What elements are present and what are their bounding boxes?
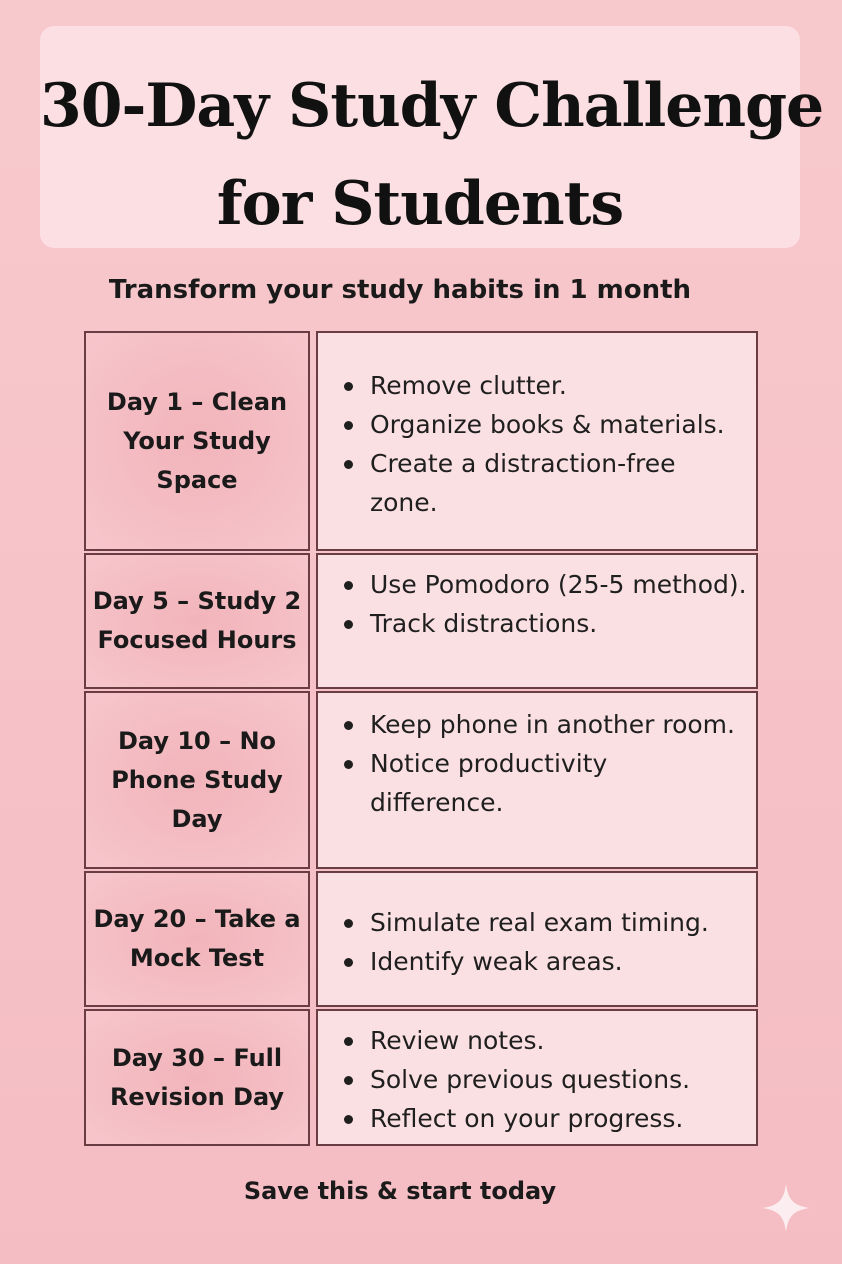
day-label-line: Focused Hours (97, 626, 297, 654)
task-item: Organize books & materials. (342, 405, 748, 444)
task-list-cell (316, 691, 758, 869)
task-item: Keep phone in another room. (342, 705, 748, 744)
task-item: Track distractions. (342, 604, 748, 643)
day-label-cell (84, 331, 310, 551)
page-title-line-1: 30-Day Study Challenge (40, 71, 824, 141)
day-label-cell (84, 553, 310, 689)
task-item: Identify weak areas. (342, 942, 748, 981)
day-label-line: Phone Study (111, 765, 283, 794)
task-item: Use Pomodoro (25-5 method). (342, 565, 748, 604)
day-label-line: Revision Day (109, 1082, 285, 1111)
day-label-line: Mock Test (129, 944, 265, 972)
day-label-cell (84, 1009, 310, 1146)
title-box (40, 26, 824, 248)
day-label-line: Day 30 – Full (111, 1043, 283, 1072)
day-label-cell (84, 871, 310, 1007)
task-item: Create a distraction-free zone. (342, 444, 748, 522)
task-item: Remove clutter. (342, 366, 748, 405)
task-list (342, 565, 748, 643)
task-list-cell (316, 1009, 758, 1146)
day-label-line: Your Study (123, 426, 271, 455)
page-title-line-2: for Students (216, 169, 624, 239)
sparkle-icon (760, 1182, 812, 1234)
day-label-line: Day 20 – Take a (93, 905, 301, 933)
task-list-cell (316, 331, 758, 551)
table-row-day-5 (84, 553, 758, 689)
task-list (342, 903, 748, 981)
day-label-line: Day 1 – Clean (106, 387, 288, 416)
task-list (342, 1021, 748, 1138)
day-label-line: Space (156, 465, 238, 494)
task-list-cell (316, 553, 758, 689)
task-list-cell (316, 871, 758, 1007)
task-item: Notice productivity difference. (342, 744, 748, 822)
task-list (342, 366, 748, 522)
table-row-day-10 (84, 691, 758, 869)
task-item: Simulate real exam timing. (342, 903, 748, 942)
footer-call-to-action: Save this & start today (243, 1177, 557, 1205)
task-list (342, 705, 748, 822)
day-label-cell (84, 691, 310, 869)
task-item: Solve previous questions. (342, 1060, 748, 1099)
page-subtitle: Transform your study habits in 1 month (108, 275, 692, 305)
day-label-line: Day (171, 804, 223, 833)
task-item: Review notes. (342, 1021, 748, 1060)
day-label-line: Day 10 – No (117, 726, 277, 755)
table-row-day-20 (84, 871, 758, 1007)
day-label-line: Day 5 – Study 2 (92, 587, 302, 615)
table-row-day-30 (84, 1009, 758, 1146)
task-item: Reflect on your progress. (342, 1099, 748, 1138)
table-row-day-1 (84, 331, 758, 551)
